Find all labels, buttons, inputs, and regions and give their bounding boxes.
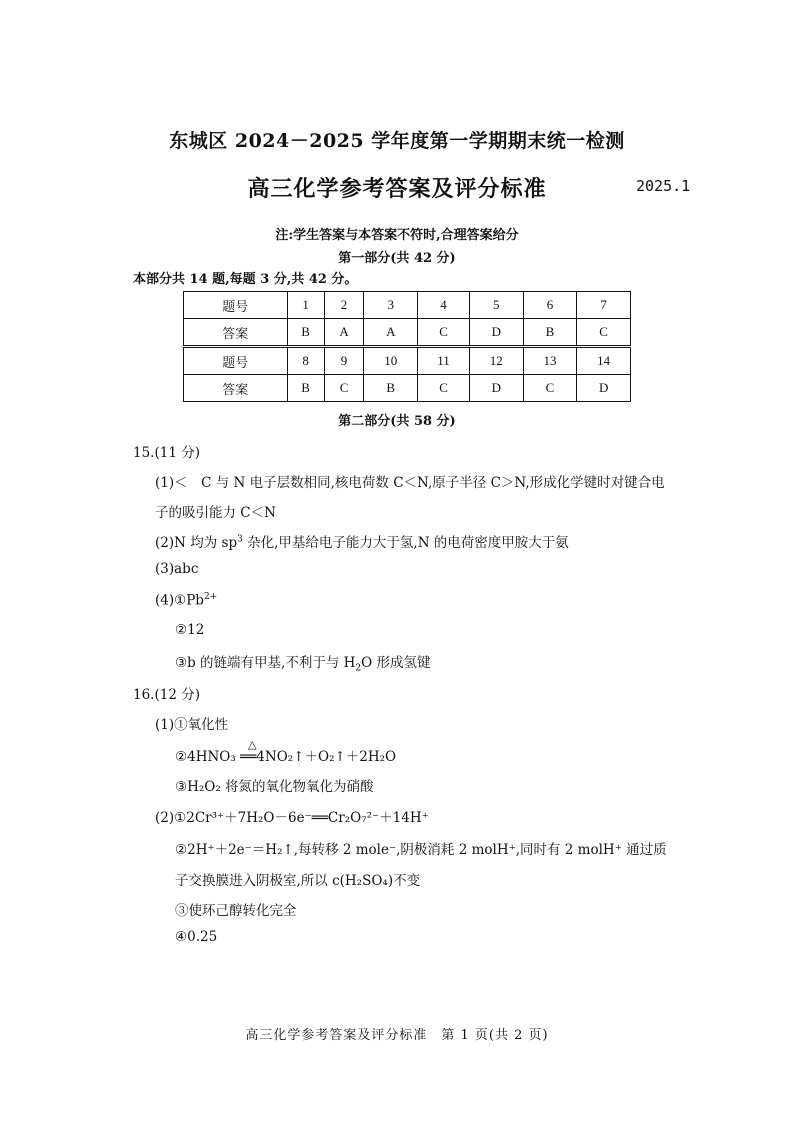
q16-answer-1-1: (1)①氧化性 (155, 717, 229, 733)
page-footer: 高三化学参考答案及评分标准 第 1 页(共 2 页) (245, 1028, 549, 1043)
q15-label: 15.(11 分) (133, 445, 200, 461)
question-number: 2 (324, 292, 364, 319)
q16-equation-2: (2)①2Cr³⁺＋7H₂O－6e⁻══Cr₂O₇²⁻＋14H⁺ (155, 810, 429, 826)
question-number: 7 (577, 292, 631, 319)
part1-intro: 本部分共 14 题,每题 3 分,共 42 分。 (133, 272, 358, 287)
question-number: 3 (364, 292, 418, 319)
row-label: 答案 (184, 375, 288, 402)
q15-answer-4: $(4)①Pb^{2+}$ (155, 592, 218, 609)
table-row (184, 292, 631, 319)
question-number: 8 (287, 347, 324, 375)
question-number: 9 (324, 347, 364, 375)
answer-cell: D (469, 375, 523, 402)
question-number: 12 (469, 347, 523, 375)
q15-answer-1: (1)＜ C 与 N 电子层数相同,核电荷数 C＜N,原子半径 C＞N,形成化学键时对键合电 (155, 475, 665, 491)
q16-answer-2-3: ③使环己醇转化完全 (175, 903, 297, 919)
table-row (184, 347, 631, 375)
question-number: 10 (364, 347, 418, 375)
document-date: 2025.1 (636, 177, 691, 195)
heat-symbol: △ (248, 738, 257, 751)
q15-answer-3: (3)abc (155, 561, 199, 577)
question-number: 1 (287, 292, 324, 319)
exam-title: 东城区 2024－2025 学年度第一学期期末统一检测 (169, 130, 625, 152)
answer-cell: C (577, 319, 631, 347)
answer-cell: D (577, 375, 631, 402)
answer-cell: D (469, 319, 523, 347)
answer-cell: A (324, 319, 364, 347)
question-number: 11 (418, 347, 470, 375)
row-label: 答案 (184, 319, 288, 347)
q15-answer-2: (2)N 均为 $sp^3$ 杂化,甲基给电子能力大于氢,N 的电荷密度甲胺大于氨 (155, 534, 569, 551)
question-number: 14 (577, 347, 631, 375)
table-row (184, 319, 631, 347)
part1-heading: 第一部分(共 42 分) (338, 251, 456, 266)
row-label: 题号 (184, 347, 288, 375)
table-row (184, 375, 631, 402)
answer-table (183, 291, 631, 402)
q16-answer-2-2-cont: 子交换膜进入阴极室,所以 c(H₂SO₄)不变 (175, 873, 421, 889)
answer-cell: B (287, 375, 324, 402)
question-number: 6 (523, 292, 577, 319)
grading-note: 注:学生答案与本答案不符时,合理答案给分 (275, 228, 519, 243)
q15-answer-4-2: ②12 (175, 622, 205, 638)
q16-answer-2-2: ②2H⁺＋2e⁻＝H₂↑,每转移 2 mole⁻,阴极消耗 2 molH⁺,同时有 2 molH⁺ 通过质 (175, 842, 667, 858)
q16-answer-2-4: ④0.25 (175, 929, 218, 945)
row-label: 题号 (184, 292, 288, 319)
answer-cell: B (287, 319, 324, 347)
q15-answer-4-3: ③b 的链端有甲基,不利于与 $H_2O$ 形成氢键 (175, 655, 431, 674)
question-number: 4 (418, 292, 470, 319)
answer-cell: B (364, 375, 418, 402)
answer-cell: C (324, 375, 364, 402)
answer-cell: B (523, 319, 577, 347)
part2-heading: 第二部分(共 58 分) (338, 414, 456, 429)
answer-cell: A (364, 319, 418, 347)
q15-answer-1-cont: 子的吸引能力 C＜N (155, 505, 276, 521)
q16-label: 16.(12 分) (133, 687, 200, 703)
document-title: 高三化学参考答案及评分标准 (247, 176, 547, 202)
answer-cell: C (523, 375, 577, 402)
q16-equation-1: ②4HNO₃ ══4NO₂↑＋O₂↑＋2H₂O (175, 749, 397, 765)
q16-answer-1-3: ③H₂O₂ 将氮的氧化物氧化为硝酸 (175, 779, 374, 795)
answer-cell: C (418, 375, 470, 402)
question-number: 13 (523, 347, 577, 375)
answer-cell: C (418, 319, 470, 347)
question-number: 5 (469, 292, 523, 319)
